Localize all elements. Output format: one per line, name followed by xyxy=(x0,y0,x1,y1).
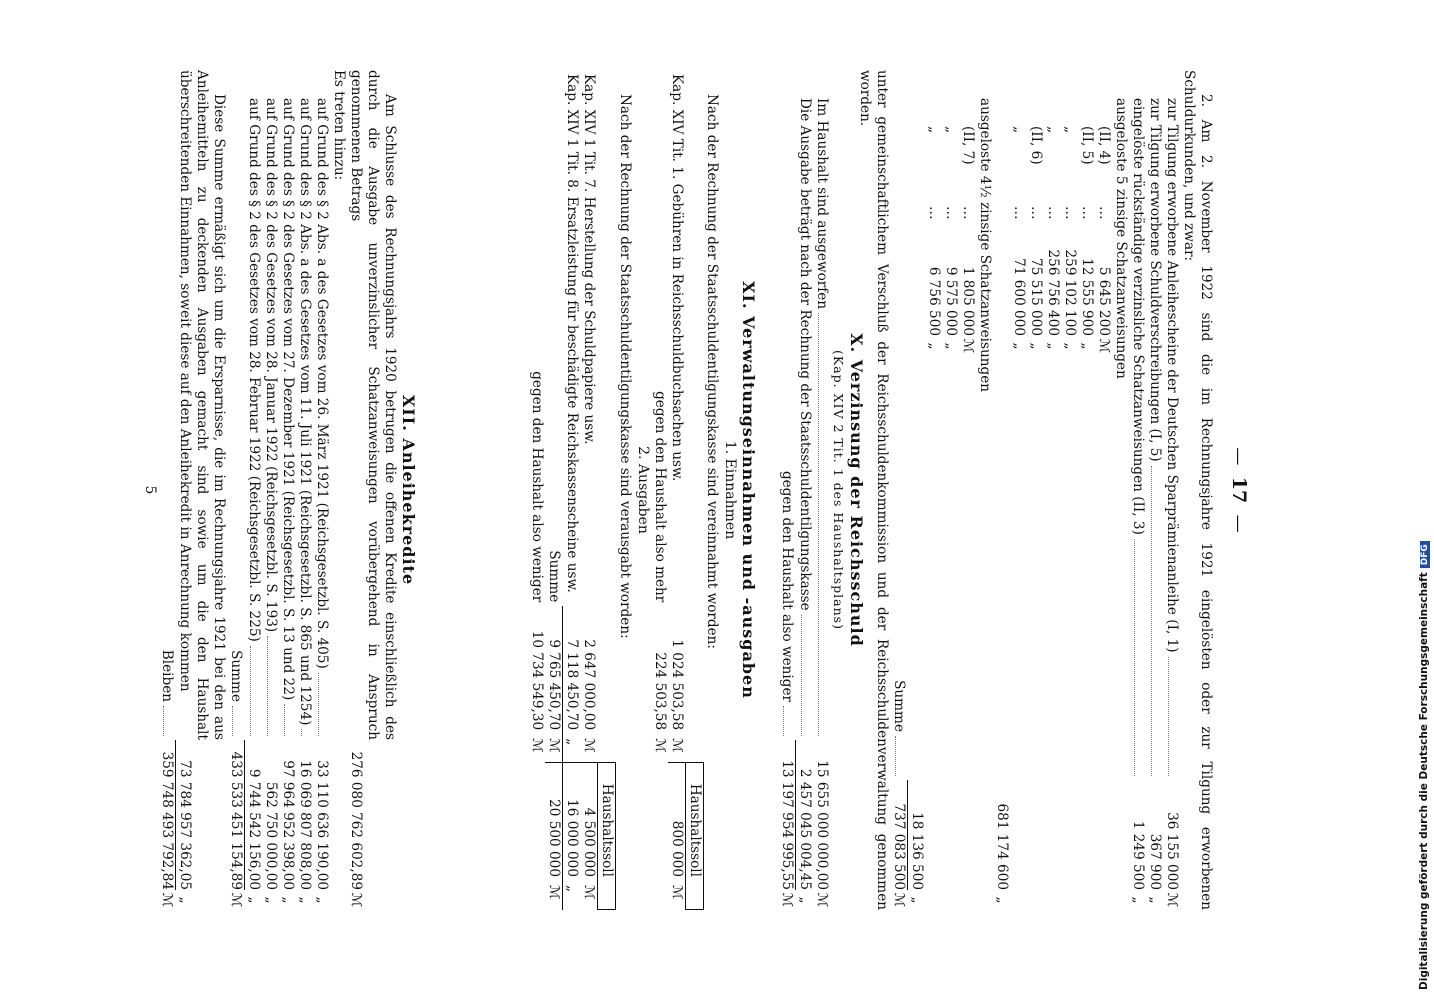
main-rows xyxy=(1129,70,1180,910)
expense-sum-label: Summe xyxy=(546,550,563,603)
ledger-value: 1 249 500 xyxy=(1130,820,1147,890)
dot-leader xyxy=(1168,657,1180,776)
five-pct-value: 259 102 100 xyxy=(1062,249,1079,336)
x-row3-value: 13 197 954 995,55 xyxy=(778,740,796,890)
expense-soll-unit: ℳ xyxy=(581,884,598,900)
ledger-unit: „ xyxy=(314,896,331,904)
section-xii xyxy=(142,70,418,910)
expense-sum-soll-unit: ℳ xyxy=(545,881,562,910)
four-half-unit: „ xyxy=(943,342,960,350)
x-row1 xyxy=(813,70,830,910)
income-label: Kap. XIV Tit. 1. Gebühren in Reichsschuldbuchsachen usw. xyxy=(668,74,685,482)
page-header xyxy=(1226,70,1250,910)
four-half-label: „ xyxy=(926,126,943,134)
five-pct-label: (II, 5) xyxy=(1079,126,1096,165)
x-row3-unit: ℳ xyxy=(779,892,796,908)
ledger-unit: „ xyxy=(297,896,314,904)
signature-mark: 5 xyxy=(142,485,159,495)
header-dash-right: — xyxy=(1228,514,1249,533)
five-pct-row xyxy=(1010,70,1027,910)
expense-row xyxy=(563,70,580,910)
five-pct-total-unit: „ xyxy=(994,896,1011,904)
income-row xyxy=(668,70,685,910)
expense-col-header: Haushaltssoll xyxy=(598,763,616,881)
five-pct-rows xyxy=(1010,70,1112,910)
dot-leader xyxy=(250,646,262,736)
income-title: 1. Einnahmen xyxy=(722,440,738,540)
four-half-unit: ℳ xyxy=(960,338,977,354)
five-pct-label: „ xyxy=(1062,126,1079,134)
expense-soll: 4 500 000 xyxy=(580,763,597,881)
five-pct-total: 681 174 600 xyxy=(994,803,1011,890)
dot-leader: … xyxy=(1096,206,1113,220)
ledger-row xyxy=(279,70,296,910)
ledger-row xyxy=(313,70,330,910)
five-pct-value: 12 555 900 xyxy=(1079,258,1096,336)
x-row2-value: 2 457 045 004,45 xyxy=(797,768,814,890)
expense-title: 2. Ausgaben xyxy=(634,446,651,534)
ledger-value: 36 155 000 xyxy=(1164,812,1181,890)
xii-sum-unit: ℳ xyxy=(228,892,245,908)
expense-label: Kap. XIV 1 Tit. 7. Herstellung der Schuldpapiere usw. xyxy=(581,74,598,445)
xii-lead: Es treten hinzu: xyxy=(331,70,348,181)
expense-soll-unit: „ xyxy=(564,884,581,893)
xii-sum-row xyxy=(227,70,245,910)
five-pct-label: „ xyxy=(1045,126,1062,134)
five-pct-head: ausgeloste 5 zinsige Schatzanweisungen xyxy=(1113,98,1130,379)
dot-leader xyxy=(267,636,279,736)
xii-reduce-unit: „ xyxy=(177,896,194,904)
ledger-unit: „ xyxy=(1130,896,1147,904)
expense-table xyxy=(528,70,616,910)
five-pct-unit: „ xyxy=(1079,342,1096,350)
ledger-unit: „ xyxy=(280,896,297,904)
xii-reduce-text: Diese Summe ermäßigt sich um die Ersparnisse, die im Rechnungsjahre 1921 bei den aus Anleihemitteln zu deckenden Ausgaben gemacht sind sowie um die den Haushalt überschreitenden Einnahmen, soweit diese auf den Anleihekredit in Anrechnung kommen xyxy=(177,70,228,740)
side-credit-text: Digitalisierung gefördert durch die Deutsche Forschungsgemeinschaft xyxy=(1418,572,1430,990)
header-dash-left: — xyxy=(1228,447,1249,466)
dot-leader xyxy=(1134,539,1146,776)
dot-leader: … xyxy=(926,206,943,220)
section-schuldurkunden xyxy=(856,70,1214,910)
xii-sum-label: Summe xyxy=(228,650,245,702)
ledger-unit: „ xyxy=(1147,896,1164,904)
income-unit: ℳ xyxy=(668,738,685,753)
ledger-label: auf Grund des § 2 des Gesetzes vom 28. Januar 1922 (Reichsgesetzbl. S. 193) xyxy=(263,98,280,633)
xii-reduce-row xyxy=(176,70,227,910)
income-more-unit: ℳ xyxy=(651,738,668,753)
five-pct-row xyxy=(1044,70,1061,910)
dfg-logo: DFG xyxy=(1420,541,1430,568)
ledger-row xyxy=(296,70,313,910)
five-pct-row xyxy=(1027,70,1044,910)
section-x xyxy=(778,70,866,910)
x-row2 xyxy=(796,70,813,910)
five-pct-row xyxy=(1095,70,1112,910)
section-xi-title: XI. Verwaltungseinnahmen und -ausgaben xyxy=(739,281,758,699)
xii-intro-row xyxy=(347,70,398,910)
main-closing: unter gemeinschaftlichem Verschluß der Reichsschuldenkommission und der Reichsschuldenverwaltung genommen worden. xyxy=(857,70,891,910)
five-pct-label: „ xyxy=(1011,126,1028,134)
section-x-title: X. Verzinsung der Reichsschuld xyxy=(847,333,866,647)
dot-leader: … xyxy=(1045,206,1062,220)
five-pct-row xyxy=(1061,70,1078,910)
ledger-unit: ℳ xyxy=(1164,892,1181,908)
main-sum-value: 737 083 500 xyxy=(890,780,908,890)
income-rows xyxy=(668,70,685,910)
four-half-label: „ xyxy=(943,126,960,134)
four-half-row xyxy=(959,70,976,910)
section-xii-title: XII. Anleihekredite xyxy=(399,394,418,586)
page-number: 17 xyxy=(1228,476,1250,504)
expense-less-value: 10 734 549,30 xyxy=(529,630,546,731)
expense-rows xyxy=(563,70,598,910)
expense-unit: ℳ xyxy=(581,738,598,753)
dot-leader xyxy=(301,729,313,736)
ledger-row xyxy=(1129,70,1146,910)
ledger-value: 33 110 636 190,00 xyxy=(314,760,331,890)
ledger-label: zur Tilgung erworbene Schuldverschreibungen (I, 5) xyxy=(1147,98,1164,462)
expense-value: 7 118 450,70 xyxy=(564,639,581,731)
xii-intro-value: 276 080 762 602,89 xyxy=(348,751,365,890)
income-soll: 800 000 xyxy=(668,763,685,881)
expense-sum-value: 9 765 450,70 xyxy=(545,606,562,734)
five-pct-unit: ℳ xyxy=(1096,338,1113,354)
xii-remain-row xyxy=(158,70,176,910)
side-credit xyxy=(1418,10,1432,990)
four-half-value: 1 805 000 xyxy=(960,266,977,336)
ledger-value: 9 744 542 156,00 xyxy=(246,768,263,890)
ledger-unit: „ xyxy=(263,896,280,904)
four-half-value: 6 756 500 xyxy=(926,266,943,336)
xii-intro: Am Schlusse des Rechnungsjahrs 1920 betrugen die offenen Kredite einschließlich des durch die Ausgabe unverzinslicher Schatzanweisungen vorübergehend in Anspruch genommenen Betrags xyxy=(348,70,398,740)
ledger-label: auf Grund des § 2 des Gesetzes vom 28. Februar 1922 (Reichsgesetzbl. S. 225) xyxy=(246,98,263,642)
four-half-head: ausgeloste 4½ zinsige Schatzanweisungen xyxy=(977,98,994,393)
income-soll-unit: ℳ xyxy=(668,885,685,900)
section-intro: 2. Am 2. November 1922 sind die im Rechnungsjahre 1921 eingelösten oder zur Tilgung erworbenen Schuldurkunden, und zwar: xyxy=(1181,70,1214,910)
expense-less-label: gegen den Haushalt also weniger xyxy=(529,371,546,603)
xii-remain-value: 359 748 493 792,84 xyxy=(158,740,176,890)
four-half-total-unit: „ xyxy=(909,896,926,904)
expense-value: 2 647 000,00 xyxy=(581,639,598,731)
expense-soll: 16 000 000 xyxy=(563,763,580,881)
main-sum-row xyxy=(890,70,908,910)
x-row2-label: Die Ausgabe beträgt nach der Rechnung der Staatsschuldentilgungskasse xyxy=(797,98,814,611)
x-row1-unit: ℳ xyxy=(814,892,831,908)
five-pct-value: 5 645 200 xyxy=(1096,266,1113,336)
section-xi xyxy=(528,70,758,910)
income-value: 1 024 503,58 xyxy=(668,639,685,731)
ledger-label: auf Grund des § 2 Abs. a des Gesetzes vom 26. März 1921 (Reichsgesetzbl. S. 405) xyxy=(314,98,331,669)
ledger-value: 367 900 xyxy=(1147,833,1164,890)
document-page xyxy=(90,70,1250,910)
income-more-value: 224 503,58 xyxy=(651,652,668,731)
main-sum-unit: ℳ xyxy=(891,892,908,908)
dot-leader: … xyxy=(1079,206,1096,220)
dot-leader: … xyxy=(943,206,960,220)
income-intro: Nach der Rechnung der Staatsschuldentilgungskasse sind vereinnahmt worden: xyxy=(704,94,721,649)
dot-leader: … xyxy=(1062,206,1079,220)
ledger-value: 97 964 952 398,00 xyxy=(280,760,297,890)
five-pct-unit: „ xyxy=(1011,342,1028,350)
four-half-rows xyxy=(925,70,976,910)
x-row3-label: gegen den Haushalt also weniger xyxy=(779,470,796,702)
four-half-row xyxy=(942,70,959,910)
ledger-unit: „ xyxy=(246,896,263,904)
expense-unit: „ xyxy=(564,738,581,746)
five-pct-value: 71 600 000 xyxy=(1011,258,1028,336)
four-half-value: 9 575 000 xyxy=(943,266,960,336)
five-pct-value: 75 515 000 xyxy=(1028,258,1045,336)
section-x-subtitle: (Kap. XIV 2 Tit. 1 des Haushaltsplans) xyxy=(831,350,846,630)
expense-less-unit: ℳ xyxy=(529,738,546,753)
xii-reduce-value: 73 784 957 362,05 xyxy=(177,760,194,890)
five-pct-value: 256 756 400 xyxy=(1045,249,1062,336)
five-pct-unit: „ xyxy=(1062,342,1079,350)
expense-label: Kap. XIV 1 Tit. 8. Ersatzleistung für beschädigte Reichskassenscheine usw. xyxy=(563,74,580,593)
xii-rows xyxy=(245,70,330,910)
four-half-label: (II, 7) xyxy=(960,126,977,165)
x-row1-value: 15 655 000 000,00 xyxy=(814,760,831,890)
ledger-label: auf Grund des § 2 des Gesetzes vom 27. Dezember 1921 (Reichsgesetzbl. S. 13 und 22) xyxy=(280,98,297,701)
xii-remain-label: Bleiben xyxy=(159,649,176,702)
five-pct-label: (II, 4) xyxy=(1096,126,1113,165)
main-sum-label: Summe xyxy=(891,680,908,732)
income-more-label: gegen den Haushalt also mehr xyxy=(651,391,668,603)
x-row2-unit: „ xyxy=(797,896,814,904)
ledger-label: auf Grund des § 2 Abs. a des Gesetzes vom 11. Juli 1921 (Reichsgesetzbl. S. 865 und 1254) xyxy=(297,98,314,726)
ledger-value: 16 069 807 808,00 xyxy=(297,760,314,890)
ledger-label: eingelöste rückständige verzinsliche Schatzanweisungen (II, 3) xyxy=(1130,98,1147,535)
x-row1-label: Im Haushalt sind ausgeworfen xyxy=(814,98,831,310)
four-half-unit: „ xyxy=(926,342,943,350)
five-pct-row xyxy=(1078,70,1095,910)
xii-sum-value: 433 533 451 154,89 xyxy=(227,740,245,890)
ledger-row xyxy=(1163,70,1180,910)
five-pct-label: (II, 6) xyxy=(1028,126,1045,165)
ledger-row xyxy=(1146,70,1163,910)
dot-leader xyxy=(1151,466,1163,776)
four-half-total-row xyxy=(908,70,925,910)
ledger-row xyxy=(245,70,262,910)
expense-sum-unit: ℳ xyxy=(545,734,562,762)
five-pct-unit: „ xyxy=(1028,342,1045,350)
income-col-header: Haushaltssoll xyxy=(685,763,703,881)
four-half-total: 18 136 500 xyxy=(909,812,926,890)
dot-leader: … xyxy=(960,206,977,220)
expense-sum-soll: 20 500 000 xyxy=(545,763,562,881)
expense-intro: Nach der Rechnung der Staatsschuldentilgungskasse sind verausgabt worden: xyxy=(617,94,634,639)
five-pct-unit: „ xyxy=(1045,342,1062,350)
four-half-row xyxy=(925,70,942,910)
xii-intro-unit: ℳ xyxy=(348,892,365,908)
expense-row xyxy=(580,70,597,910)
ledger-label: zur Tilgung erworbene Anleihescheine der Deutschen Sparprämienanleihe (I, 1) xyxy=(1164,98,1181,653)
dot-leader: … xyxy=(1011,206,1028,220)
ledger-row xyxy=(262,70,279,910)
dot-leader xyxy=(318,673,330,736)
dot-leader: … xyxy=(1028,206,1045,220)
x-row3 xyxy=(778,70,796,910)
five-pct-total-row xyxy=(993,70,1010,910)
income-table xyxy=(651,70,704,910)
ledger-value: 562 750 000,00 xyxy=(263,781,280,890)
xii-remain-unit: ℳ xyxy=(159,892,176,908)
dot-leader xyxy=(284,704,296,736)
